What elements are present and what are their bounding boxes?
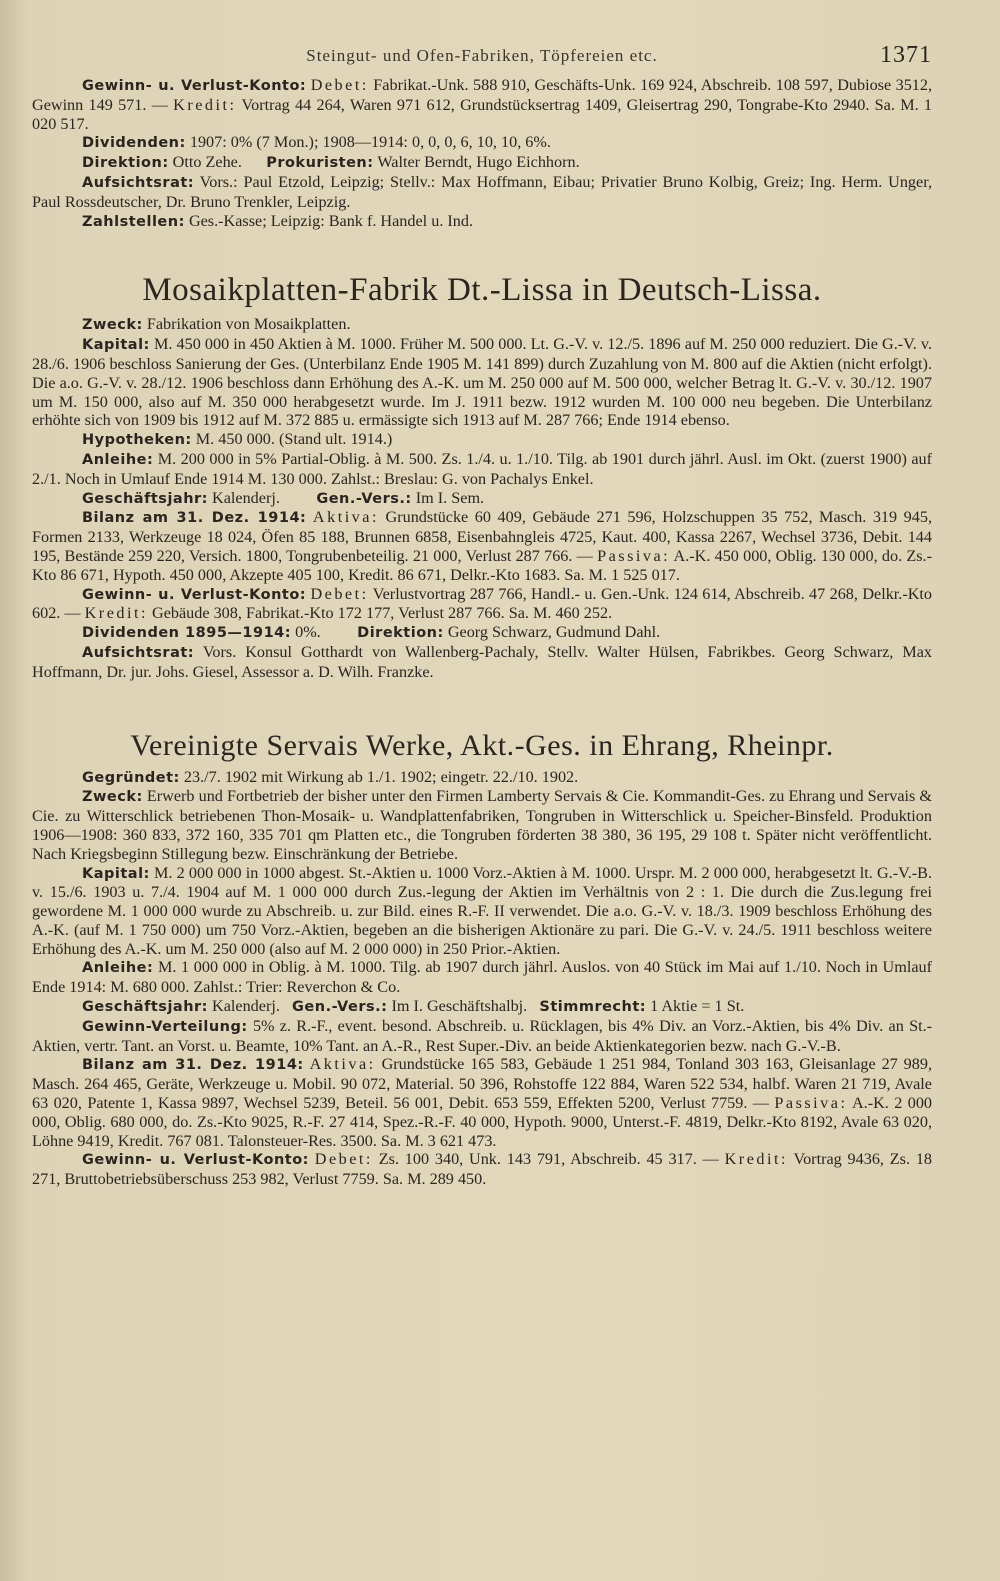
gewinn-verteilung-text: 5% z. R.-F., event. besond. Abschreib. u. Rücklagen, bis 4% Div. an Vorz.-Aktien, bis 4% Div. an St.-Aktien, vertr. Tant. an Vorst. u. Beamte, 10% Tant. an A.-R., Rest Super.-Div. an beide Aktienkategorien bezw. nach G.-V.-B. (32, 1016, 933, 1055)
section-label: Kapital: (82, 337, 150, 354)
section-label: Gen.-Vers.: (316, 490, 412, 507)
section-label: Gewinn- u. Verlust-Konto: (82, 78, 307, 94)
aktiva-text: Grundstücke 165 583, Gebäude 1 251 984, Tonland 303 163, Gleisanlage 27 989, Masch. 264 465, Geräte, Werkzeuge u. Mobil. 90 072, Material. 50 396, Rohstoffe 122 884, Waren 522 534, halbf. Waren 21 719, Avale 63 020, Patente 1, Kassa 9897, Wechsel 5239, Beteil. 56 001, Debit. 653 559, Effekten 5200, Verlust 7759. — (32, 1055, 932, 1113)
dividenden-paragraph (32, 623, 932, 643)
section-label: Kapital: (82, 865, 150, 882)
kapital-paragraph (32, 864, 932, 959)
geschaeftsjahr-text: Kalenderj. (212, 488, 280, 507)
gv-debet-text: Fabrikat.-Unk. 588 910, Geschäfts-Unk. 169 924, Abschreib. 108 597, Dubiose 3512, Gewinn 149 571. — (32, 76, 933, 114)
section-label: Geschäftsjahr: (82, 999, 208, 1016)
section-label: Anleihe: (82, 960, 154, 977)
aufsichtsrat-text: Vors.: Paul Etzold, Leipzig; Stellv.: Max Hoffmann, Eibau; Privatier Bruno Kolbig, Greiz; Ing. Herm. Unger, Paul Rossdeutscher, Dr. Bruno Trenkler, Leipzig. (32, 172, 932, 211)
section-label: Bilanz am 31. Dez. 1914: (82, 510, 307, 527)
section-label: Gewinn- u. Verlust-Konto: (82, 1152, 309, 1169)
anleihe-text: M. 200 000 in 5% Partial-Oblig. à M. 500. Zs. 1./4. u. 1./10. Tilg. ab 1901 durch jährl. Ausl. im Okt. (zuerst 1900) auf 2./1. Noch in Umlauf Ende 1914 M. 130 000. Zahlst.: Breslau: G. von Pachalys Enkel. (32, 449, 933, 488)
anleihe-paragraph (32, 450, 932, 489)
section-label: Geschäftsjahr: (82, 490, 208, 507)
section-label: Aufsichtsrat: (82, 174, 195, 191)
zweck-text: Erwerb und Fortbetrieb der bisher unter den Firmen Lamberty Servais & Cie. Kommandit-Ges. zu Ehrang und Servais & Cie. zu Witterschlick betriebenen Thon-Mosaik- u. Wandplattenfabriken, Tongruben in Witterschlick u. Speicher-Binsfeld. Produktion 1906—1908: 360 833, 372 160, 335 701 qm Platten etc., die Tongruben förderten 38 380, 36 195, 29 108 t. Später nicht veröffentlicht. Nach Kriegsbeginn Stillegung bezw. Einschränkung der Betriebe. (32, 787, 932, 863)
zweck-text: Fabrikation von Mosaikplatten. (146, 315, 351, 334)
kapital-paragraph (32, 335, 932, 430)
debet-label: Debet: (310, 584, 369, 603)
debet-label: Debet: (314, 1150, 373, 1169)
section-label: Direktion: (357, 625, 444, 642)
gv-debet-text: Zs. 100 340, Unk. 143 791, Abschreib. 45 317. — (378, 1150, 719, 1169)
passiva-text: A.-K. 2 000 000, Oblig. 680 000, do. Zs.-Kto 9025, R.-F. 27 414, Spez.-R.-F. 40 000, Hypoth. 9000, Unterst.-F. 4819, Delkr.-Kto 8192, Avale 63 020, Löhne 9419, Kredit. 767 081. Talonsteuer-Res. 3500. Sa. M. 3 621 473. (32, 1094, 933, 1150)
anleihe-paragraph (32, 958, 932, 997)
aktiva-text: Grundstücke 60 409, Gebäude 271 596, Holzschuppen 35 752, Masch. 319 945, Formen 2133, Werkzeuge 18 024, Öfen 85 188, Brunnen 6858, Eisenbahngleis 4725, Kaut. 400, Kassa 2267, Wechsel 3736, Debit. 144 195, Bestände 259 220, Versich. 1800, Tongrubenbeteilig. 21 000, Verlust 287 766. — (32, 508, 932, 565)
stimmrecht-text: 1 Aktie = 1 St. (650, 997, 745, 1016)
gewinn-verteilung-paragraph (32, 1017, 932, 1056)
section-label: Dividenden 1895—1914: (82, 625, 292, 642)
section-label: Prokuristen: (266, 155, 374, 172)
aktiva-label: Aktiva: (309, 1055, 376, 1074)
gegruendet-paragraph (32, 768, 932, 788)
section-label: Gewinn- u. Verlust-Konto: (82, 586, 307, 603)
entry-continuation (32, 76, 932, 231)
dividenden-text: 0%. (295, 623, 321, 642)
section-label: Gegründet: (82, 769, 180, 786)
section-label: Zweck: (82, 789, 143, 806)
gv-konto-paragraph (32, 1150, 932, 1189)
section-label: Dividenden: (82, 135, 186, 152)
passiva-label: Passiva: (597, 546, 671, 565)
section-label: Anleihe: (82, 451, 154, 468)
section-label: Stimmrecht: (539, 999, 647, 1016)
section-label: Zweck: (82, 317, 143, 334)
passiva-label: Passiva: (774, 1094, 848, 1113)
zweck-paragraph (32, 315, 932, 335)
aktiva-label: Aktiva: (312, 508, 379, 527)
zweck-paragraph (32, 787, 932, 863)
geschaeftsjahr-paragraph (32, 997, 932, 1017)
section-label: Gewinn-Verteilung: (82, 1018, 248, 1035)
gv-kredit-text: Gebäude 308, Fabrikat.-Kto 172 177, Verlust 287 766. Sa. M. 460 252. (152, 604, 613, 623)
company-title: Vereinigte Servais Werke, Akt.-Ges. in Ehrang, Rheinpr. (130, 728, 834, 762)
debet-label: Debet: (310, 76, 369, 94)
section-label: Bilanz am 31. Dez. 1914: (82, 1057, 304, 1074)
kredit-label: Kredit: (84, 604, 148, 623)
hypotheken-paragraph (32, 430, 932, 450)
gv-kredit-text: Vortrag 44 264, Waren 971 612, Grundstücksertrag 1409, Gleisertrag 290, Tongrabe-Kto 2940. Sa. M. 1 020 517. (32, 95, 932, 133)
dividenden-text: 1907: 0% (7 Mon.); 1908—1914: 0, 0, 0, 6, 10, 10, 6%. (189, 133, 551, 152)
geschaeftsjahr-text: Kalenderj. (212, 997, 280, 1016)
gv-debet-text: Verlustvortrag 287 766, Handl.- u. Gen.-Unk. 124 614, Abschreib. 47 268, Delkr.-Kto 602. — (32, 584, 933, 623)
section-label: Hypotheken: (82, 432, 192, 449)
section-label: Direktion: (82, 155, 169, 172)
zahlstellen-paragraph (32, 212, 932, 232)
direktion-paragraph (32, 153, 932, 173)
company-entry-servais (32, 728, 932, 1190)
page-header (32, 36, 932, 76)
section-label: Gen.-Vers.: (292, 999, 388, 1016)
anleihe-text: M. 1 000 000 in Oblig. à M. 1000. Tilg. ab 1907 durch jährl. Auslos. von 40 Stück im Mai auf 1./10. Noch in Umlauf Ende 1914: M. 680 000. Zahlst.: Trier: Reverchon & Co. (32, 958, 932, 997)
gv-kredit-text: Vortrag 9436, Zs. 18 271, Bruttobetriebsüberschuss 253 982, Verlust 7759. Sa. M. 289 450. (32, 1150, 933, 1189)
passiva-text: A.-K. 450 000, Oblig. 130 000, do. Zs.-Kto 86 671, Hypoth. 450 000, Akzepte 405 100, Kredit. 86 671, Delkr.-Kto 1683. Sa. M. 1 525 017. (32, 546, 932, 584)
aufsichtsrat-text: Vors. Konsul Gotthardt von Wallenberg-Pachaly, Stellv. Walter Hülsen, Fabrikbes. Georg Schwarz, Max Hoffmann, Dr. jur. Johs. Giesel, Assessor a. D. Wilh. Franzke. (32, 642, 932, 681)
running-title: Steingut- und Ofen-Fabriken, Töpfereien etc. (306, 46, 658, 65)
kredit-label: Kredit: (173, 95, 237, 114)
direktion-text: Otto Zehe. (172, 153, 242, 172)
kapital-text: M. 2 000 000 in 1000 abgest. St.-Aktien u. 1000 Vorz.-Aktien à M. 1000. Urspr. M. 2 000 000, herabgesetzt lt. G.-V.-B. v. 15./6. 1903 u. 7./4. 1904 auf M. 1 000 000 durch Zus.-legung der Aktien im Verhältnis von 2 : 1. Die durch die Zus.legung frei gewordene M. 1 000 000 wurde zu Abschreib. u. zur Bild. eines R.-F. II verwendet. Die a.o. G.-V. v. 18./3. 1909 beschloss Erhöhung des A.-K. (auf M. 1 750 000) um 750 Vorz.-Aktien, begeben an die bisherigen Aktionäre zu pari. Die G.-V. v. 24./5. 1911 beschloss weitere Erhöhung des A.-K. um M. 250 000 (also auf M. 2 000 000) in 250 Prior.-Aktien. (32, 863, 932, 958)
dividenden-paragraph (32, 133, 932, 153)
bilanz-paragraph (32, 508, 932, 584)
gen-vers-text: Im I. Geschäftshalbj. (391, 997, 528, 1016)
geschaeftsjahr-paragraph (32, 489, 932, 509)
gen-vers-text: Im I. Sem. (415, 488, 485, 507)
company-entry-mosaikplatten (32, 271, 932, 681)
kapital-text: M. 450 000 in 450 Aktien à M. 1000. Früher M. 500 000. Lt. G.-V. v. 12./5. 1896 auf M. 250 000 reduziert. Die G.-V. v. 28./6. 1906 beschloss Sanierung der Ges. (Unterbilanz Ende 1905 M. 141 899) durch Zuzahlung von M. 800 auf die Aktien (nicht erfolgt). Die a.o. G.-V. v. 28./12. 1906 beschloss dann Erhöhung des A.-K. um M. 250 000 auf M. 500 000, welcher Betrag lt. G.-V. v. 30./12. 1907 um M. 150 000, also auf M. 350 000 herabgesetzt wurde. Im J. 1911 bezw. 1912 wurden M. 100 000 neu begeben. Die Unterbilanz erhöhte sich von 1909 bis 1912 auf M. 372 885 u. ermässigte sich 1913 auf M. 287 766; Ende 1914 ebenso. (32, 335, 932, 430)
gegruendet-text: 23./7. 1902 mit Wirkung ab 1./1. 1902; eingetr. 22./10. 1902. (183, 767, 579, 786)
aufsichtsrat-paragraph (32, 173, 932, 212)
prokuristen-text: Walter Berndt, Hugo Eichhorn. (377, 153, 580, 172)
gv-konto-paragraph (32, 585, 932, 624)
section-label: Zahlstellen: (82, 213, 185, 230)
gv-konto-paragraph (32, 76, 932, 133)
direktion-text: Georg Schwarz, Gudmund Dahl. (447, 623, 661, 642)
section-label: Aufsichtsrat: (82, 644, 195, 661)
zahlstellen-text: Ges.-Kasse; Leipzig: Bank f. Handel u. Ind. (188, 211, 474, 230)
kredit-label: Kredit: (724, 1150, 788, 1169)
page-number: 1371 (880, 42, 932, 68)
bilanz-paragraph (32, 1055, 932, 1150)
company-title: Mosaikplatten-Fabrik Dt.-Lissa in Deutsch-Lissa. (142, 272, 822, 309)
hypotheken-text: M. 450 000. (Stand ult. 1914.) (195, 430, 393, 449)
aufsichtsrat-paragraph (32, 643, 932, 682)
